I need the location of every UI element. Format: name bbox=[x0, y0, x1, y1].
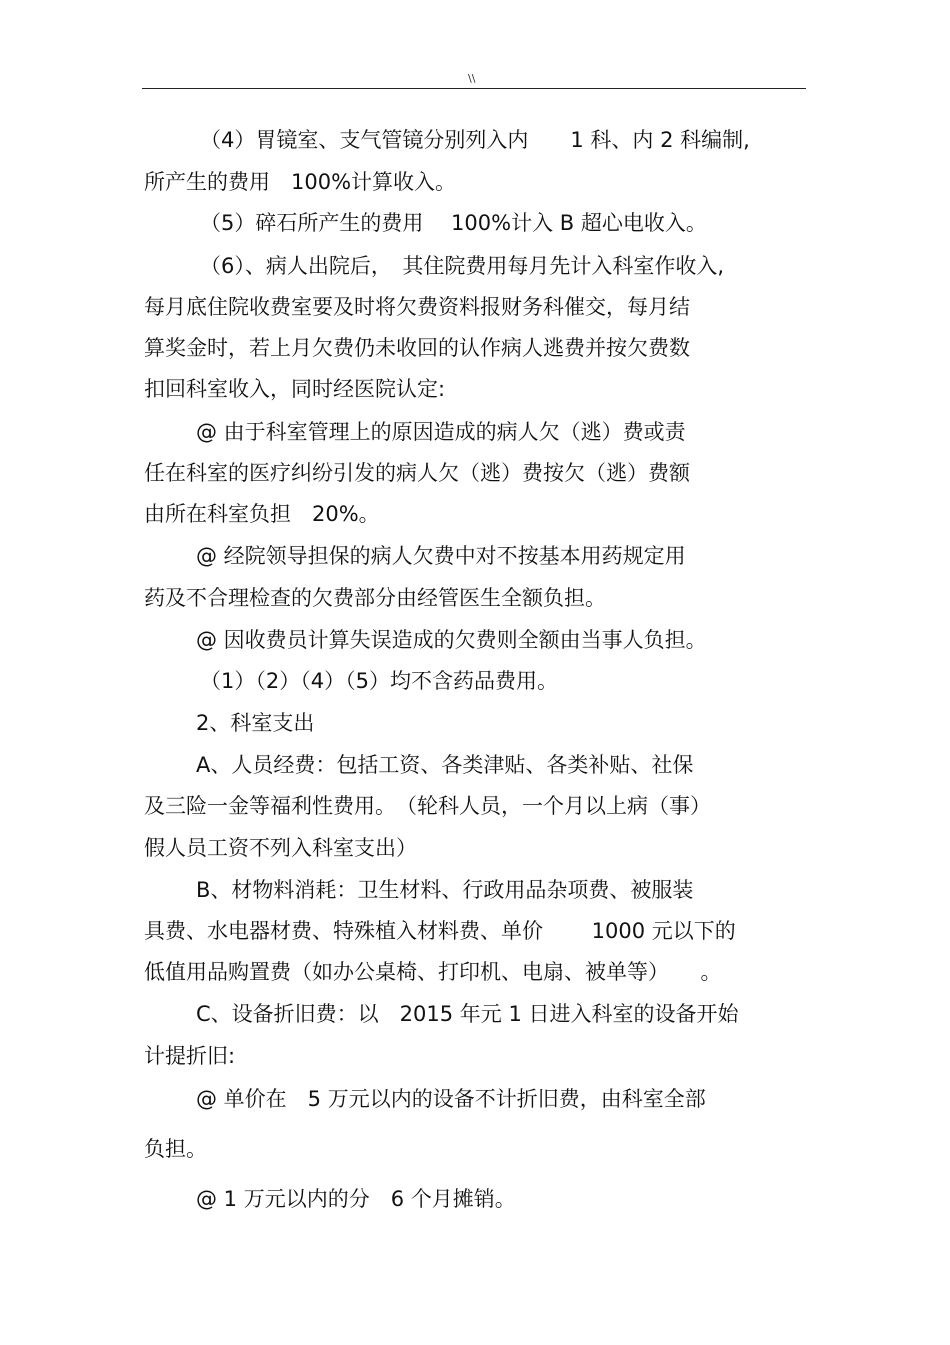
text-line: 每月底住院收费室要及时将欠费资料报财务科催交，每月结 bbox=[144, 295, 690, 319]
text-line: 及三险一金等福利性费用。 （轮科人员，一个月以上病（事） bbox=[144, 794, 711, 818]
text-line: 由所在科室负担 20%。 bbox=[144, 502, 380, 526]
text-line: B、材物料消耗：卫生材料、行政用品杂项费、被服装 bbox=[196, 878, 694, 902]
page-header-mark: \\ bbox=[468, 72, 476, 85]
text-line: （1）（2）（4）（5）均不含药品费用。 bbox=[200, 669, 558, 693]
header-rule bbox=[142, 88, 806, 89]
text-line: （4）胃镜室、支气管镜分别列入内 1 科、内 2 科编制, bbox=[200, 128, 750, 152]
text-line: @ 经院领导担保的病人欠费中对不按基本用药规定用 bbox=[196, 544, 686, 568]
text-line: 计提折旧: bbox=[144, 1044, 236, 1068]
text-line: 负担。 bbox=[144, 1137, 207, 1161]
text-line: 算奖金时，若上月欠费仍未收回的认作病人逃费并按欠费数 bbox=[144, 336, 690, 360]
text-line: 具费、水电器材费、特殊植入材料费、单价 1000 元以下的 bbox=[144, 919, 736, 943]
text-line: （6）、病人出院后， 其住院费用每月先计入科室作收入, bbox=[200, 254, 725, 278]
text-line: 低值用品购置费（如办公桌椅、打印机、电扇、被单等） 。 bbox=[144, 960, 722, 984]
text-line: @ 1 万元以内的分 6 个月摊销。 bbox=[196, 1187, 516, 1211]
section-heading: 2、科室支出 bbox=[196, 711, 315, 735]
text-line: @ 单价在 5 万元以内的设备不计折旧费，由科室全部 bbox=[196, 1087, 706, 1111]
text-line: 药及不合理检查的欠费部分由经管医生全额负担。 bbox=[144, 586, 606, 610]
text-line: 任在科室的医疗纠纷引发的病人欠（逃）费按欠（逃）费额 bbox=[144, 461, 690, 485]
text-line: （5）碎石所产生的费用 100%计入 B 超心电收入。 bbox=[200, 211, 707, 235]
text-line: @ 因收费员计算失误造成的欠费则全额由当事人负担。 bbox=[196, 628, 707, 652]
text-line: A、人员经费：包括工资、各类津贴、各类补贴、社保 bbox=[196, 753, 694, 777]
text-line: C、设备折旧费：以 2015 年元 1 日进入科室的设备开始 bbox=[196, 1002, 739, 1026]
text-line: @ 由于科室管理上的原因造成的病人欠（逃）费或责 bbox=[196, 420, 686, 444]
text-line: 假人员工资不列入科室支出） bbox=[144, 836, 417, 860]
text-line: 所产生的费用 100%计算收入。 bbox=[144, 170, 457, 194]
text-line: 扣回科室收入，同时经医院认定: bbox=[144, 377, 446, 401]
